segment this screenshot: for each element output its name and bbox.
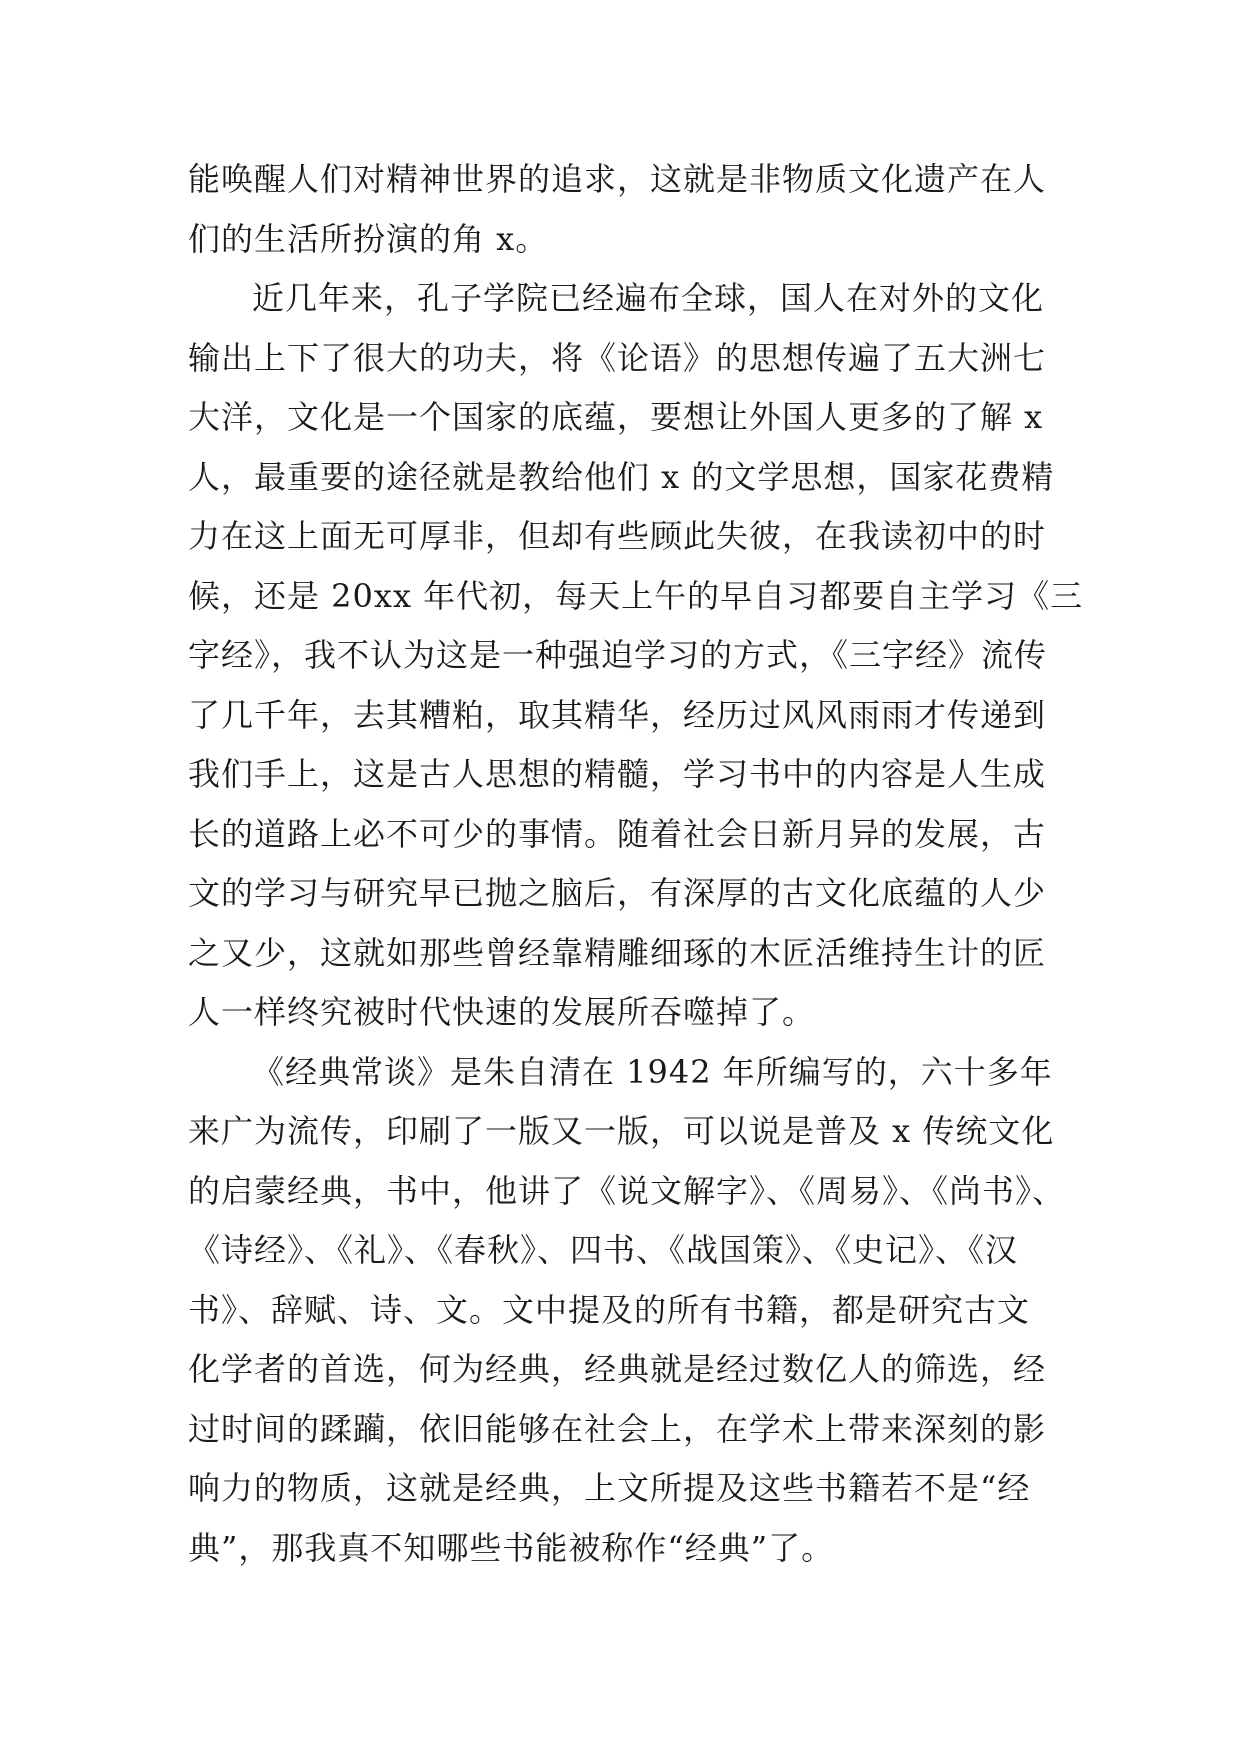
text-line: 人，最重要的途径就是教给他们 x 的文学思想，国家花费精 (188, 457, 1055, 496)
text-line: 的启蒙经典，书中，他讲了《说文解字》、《周易》、《尚书》、 (188, 1171, 1066, 1210)
text-line: 书》、辞赋、诗、文。文中提及的所有书籍，都是研究古文 (188, 1290, 1031, 1329)
text-line: 文的学习与研究早已抛之脑后，有深厚的古文化底蕴的人少 (188, 874, 1047, 912)
text-line: 了几千年，去其糟粕，取其精华，经历过风风雨雨才传递到 (188, 695, 1047, 734)
body-text (188, 150, 1088, 1578)
text-line: 大洋，文化是一个国家的底蕴，要想让外国人更多的了解 x (188, 398, 1044, 436)
text-line: 之又少，这就如那些曾经靠精雕细琢的木匠活维持生计的匠 (188, 933, 1047, 972)
text-line: 化学者的首选，何为经典，经典就是经过数亿人的筛选，经 (188, 1350, 1047, 1388)
text-line: 能唤醒人们对精神世界的追求，这就是非物质文化遗产在人 (188, 160, 1047, 198)
text-line: 我们手上，这是古人思想的精髓，学习书中的内容是人生成 (188, 755, 1047, 793)
text-line: 输出上下了很大的功夫，将《论语》的思想传遍了五大洲七 (188, 338, 1047, 377)
text-line: 字经》，我不认为这是一种强迫学习的方式，《三字经》流传 (188, 636, 1048, 674)
text-line: 过时间的蹂躏，依旧能够在社会上，在学术上带来深刻的影 (188, 1409, 1047, 1448)
paragraph-first-line: 《经典常谈》是朱自清在 1942 年所编写的，六十多年 (252, 1052, 1053, 1091)
paragraph-first-line: 近几年来，孔子学院已经遍布全球，国人在对外的文化 (252, 279, 1045, 317)
text-line: 们的生活所扮演的角 x。 (188, 219, 549, 258)
text-line: 响力的物质，这就是经典，上文所提及这些书籍若不是“经 (188, 1469, 1031, 1507)
text-line: 长的道路上必不可少的事情。随着社会日新月异的发展，古 (188, 814, 1047, 853)
text-line: 候，还是 20xx 年代初，每天上午的早自习都要自主学习《三 (188, 576, 1084, 615)
text-line: 《诗经》、《礼》、《春秋》、四书、《战国策》、《史记》、《汉 (188, 1231, 1019, 1269)
text-line: 力在这上面无可厚非，但却有些顾此失彼，在我读初中的时 (188, 517, 1047, 555)
text-line: 人一样终究被时代快速的发展所吞噬掉了。 (188, 993, 816, 1031)
text-line: 来广为流传，印刷了一版又一版，可以说是普及 x 传统文化 (188, 1112, 1055, 1150)
text-line: 典”，那我真不知哪些书能被称作“经典”了。 (188, 1528, 835, 1567)
